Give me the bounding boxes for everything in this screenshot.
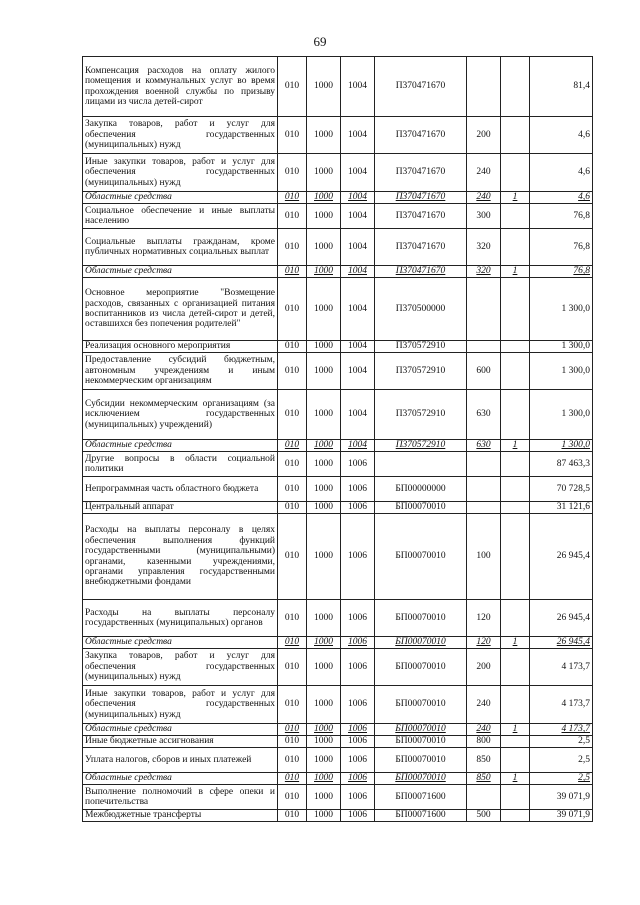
amount: 70 728,5	[530, 477, 593, 502]
amount: 87 463,3	[530, 452, 593, 477]
subsection-code: 1006	[341, 810, 375, 822]
section-code: 1000	[307, 514, 341, 600]
row-name: Расходы на выплаты персоналу в целях обеспечения выполнения функций государственными (муниципальными) органами, казенными учреждениями, органами управления государственными внебюджетными фондами	[83, 514, 278, 600]
section-code: 1000	[307, 637, 341, 649]
funding-source-code: 1	[501, 773, 530, 785]
subsection-code: 1006	[341, 637, 375, 649]
amount: 31 121,6	[530, 502, 593, 514]
subsection-code: 1006	[341, 748, 375, 773]
row-name: Закупка товаров, работ и услуг для обеспечения государственных (муниципальных) нужд	[83, 649, 278, 686]
amount: 1 300,0	[530, 341, 593, 353]
amount: 76,8	[530, 204, 593, 229]
row-name: Центральный аппарат	[83, 502, 278, 514]
funding-source-code	[501, 154, 530, 192]
target-article-code: БП00000000	[375, 477, 467, 502]
row-name: Областные средства	[83, 440, 278, 452]
section-code: 1000	[307, 649, 341, 686]
expense-type-code: 300	[467, 204, 501, 229]
target-article-code: П370572910	[375, 390, 467, 440]
subsection-code: 1004	[341, 204, 375, 229]
dept-code: 010	[278, 440, 307, 452]
dept-code: 010	[278, 785, 307, 810]
expense-type-code: 120	[467, 600, 501, 637]
amount: 4,6	[530, 192, 593, 204]
funding-source-code	[501, 353, 530, 390]
target-article-code: БП00070010	[375, 502, 467, 514]
dept-code: 010	[278, 600, 307, 637]
target-article-code: БП00070010	[375, 736, 467, 748]
amount: 1 300,0	[530, 278, 593, 341]
row-name: Уплата налогов, сборов и иных платежей	[83, 748, 278, 773]
row-name: Реализация основного мероприятия	[83, 341, 278, 353]
table-row	[83, 353, 593, 390]
target-article-code: П370572910	[375, 353, 467, 390]
section-code: 1000	[307, 724, 341, 736]
funding-source-code: 1	[501, 724, 530, 736]
section-code: 1000	[307, 229, 341, 266]
amount: 1 300,0	[530, 440, 593, 452]
section-code: 1000	[307, 600, 341, 637]
funding-source-code	[501, 736, 530, 748]
amount: 26 945,4	[530, 600, 593, 637]
target-article-code: П370500000	[375, 278, 467, 341]
funding-source-code	[501, 600, 530, 637]
table-row	[83, 502, 593, 514]
funding-source-code	[501, 229, 530, 266]
row-name: Иные закупки товаров, работ и услуг для обеспечения государственных (муниципальных) нужд	[83, 154, 278, 192]
target-article-code: БП00070010	[375, 773, 467, 785]
expense-type-code	[467, 278, 501, 341]
dept-code: 010	[278, 736, 307, 748]
dept-code: 010	[278, 637, 307, 649]
subsection-code: 1004	[341, 390, 375, 440]
row-name: Выполнение полномочий в сфере опеки и попечительства	[83, 785, 278, 810]
funding-source-code	[501, 341, 530, 353]
target-article-code	[375, 452, 467, 477]
funding-source-code	[501, 686, 530, 724]
expense-type-code: 850	[467, 773, 501, 785]
table-row	[83, 390, 593, 440]
subsection-code: 1006	[341, 502, 375, 514]
expense-type-code: 240	[467, 686, 501, 724]
row-name: Закупка товаров, работ и услуг для обеспечения государственных (муниципальных) нужд	[83, 117, 278, 154]
dept-code: 010	[278, 477, 307, 502]
row-name: Областные средства	[83, 637, 278, 649]
expense-type-code	[467, 57, 501, 117]
dept-code: 010	[278, 192, 307, 204]
row-name: Предоставление субсидий бюджетным, автономным учреждениям и иным некоммерческим организациям	[83, 353, 278, 390]
amount: 4,6	[530, 117, 593, 154]
funding-source-code	[501, 810, 530, 822]
amount: 2,5	[530, 736, 593, 748]
subsection-code: 1006	[341, 452, 375, 477]
funding-source-code	[501, 514, 530, 600]
expense-type-code	[467, 477, 501, 502]
target-article-code: П370471670	[375, 266, 467, 278]
amount: 1 300,0	[530, 353, 593, 390]
funding-source-code	[501, 390, 530, 440]
funding-source-code	[501, 502, 530, 514]
table-row-regional-funds	[83, 724, 593, 736]
funding-source-code	[501, 57, 530, 117]
expense-type-code	[467, 502, 501, 514]
table-row	[83, 649, 593, 686]
expense-type-code: 630	[467, 440, 501, 452]
section-code: 1000	[307, 57, 341, 117]
target-article-code: БП00070010	[375, 724, 467, 736]
expense-type-code: 120	[467, 637, 501, 649]
table-row	[83, 686, 593, 724]
row-name: Расходы на выплаты персоналу государственных (муниципальных) органов	[83, 600, 278, 637]
subsection-code: 1006	[341, 477, 375, 502]
table-row	[83, 514, 593, 600]
table-row	[83, 204, 593, 229]
row-name: Областные средства	[83, 773, 278, 785]
target-article-code: БП00070010	[375, 686, 467, 724]
section-code: 1000	[307, 748, 341, 773]
table-row	[83, 785, 593, 810]
funding-source-code	[501, 785, 530, 810]
dept-code: 010	[278, 353, 307, 390]
amount: 76,8	[530, 229, 593, 266]
funding-source-code	[501, 278, 530, 341]
expense-type-code: 200	[467, 649, 501, 686]
subsection-code: 1006	[341, 785, 375, 810]
table-row-regional-funds	[83, 773, 593, 785]
table-row	[83, 452, 593, 477]
target-article-code: БП00070010	[375, 649, 467, 686]
amount: 2,5	[530, 773, 593, 785]
target-article-code: БП00070010	[375, 748, 467, 773]
expense-type-code: 240	[467, 154, 501, 192]
table-row	[83, 341, 593, 353]
section-code: 1000	[307, 502, 341, 514]
expense-type-code: 240	[467, 724, 501, 736]
dept-code: 010	[278, 452, 307, 477]
subsection-code: 1006	[341, 514, 375, 600]
amount: 4 173,7	[530, 724, 593, 736]
section-code: 1000	[307, 192, 341, 204]
section-code: 1000	[307, 785, 341, 810]
target-article-code: П370471670	[375, 204, 467, 229]
subsection-code: 1006	[341, 649, 375, 686]
amount: 4 173,7	[530, 686, 593, 724]
dept-code: 010	[278, 229, 307, 266]
target-article-code: П370471670	[375, 192, 467, 204]
dept-code: 010	[278, 204, 307, 229]
target-article-code: БП00071600	[375, 810, 467, 822]
target-article-code: БП00070010	[375, 600, 467, 637]
funding-source-code: 1	[501, 192, 530, 204]
budget-table	[82, 56, 593, 822]
target-article-code: БП00071600	[375, 785, 467, 810]
funding-source-code	[501, 748, 530, 773]
subsection-code: 1006	[341, 686, 375, 724]
row-name: Основное мероприятие "Возмещение расходов, связанных с организацией питания воспитанников из числа детей-сирот и детей, оставшихся без попечения родителей"	[83, 278, 278, 341]
dept-code: 010	[278, 278, 307, 341]
row-name: Социальное обеспечение и иные выплаты населению	[83, 204, 278, 229]
amount: 26 945,4	[530, 514, 593, 600]
subsection-code: 1006	[341, 600, 375, 637]
table-row	[83, 477, 593, 502]
funding-source-code: 1	[501, 637, 530, 649]
funding-source-code	[501, 452, 530, 477]
subsection-code: 1004	[341, 353, 375, 390]
target-article-code: БП00070010	[375, 637, 467, 649]
table-row	[83, 229, 593, 266]
page-number: 69	[313, 34, 327, 49]
target-article-code: П370471670	[375, 57, 467, 117]
dept-code: 010	[278, 686, 307, 724]
expense-type-code	[467, 341, 501, 353]
expense-type-code: 320	[467, 266, 501, 278]
row-name: Другие вопросы в области социальной политики	[83, 452, 278, 477]
section-code: 1000	[307, 773, 341, 785]
target-article-code: БП00070010	[375, 514, 467, 600]
expense-type-code	[467, 785, 501, 810]
table-row	[83, 810, 593, 822]
dept-code: 010	[278, 266, 307, 278]
table-row	[83, 57, 593, 117]
dept-code: 010	[278, 748, 307, 773]
amount: 81,4	[530, 57, 593, 117]
amount: 26 945,4	[530, 637, 593, 649]
section-code: 1000	[307, 266, 341, 278]
expense-type-code: 850	[467, 748, 501, 773]
section-code: 1000	[307, 452, 341, 477]
section-code: 1000	[307, 390, 341, 440]
funding-source-code: 1	[501, 440, 530, 452]
amount: 4 173,7	[530, 649, 593, 686]
target-article-code: П370572910	[375, 440, 467, 452]
dept-code: 010	[278, 773, 307, 785]
target-article-code: П370471670	[375, 229, 467, 266]
amount: 2,5	[530, 748, 593, 773]
subsection-code: 1004	[341, 341, 375, 353]
row-name: Межбюджетные трансферты	[83, 810, 278, 822]
table-row-regional-funds	[83, 192, 593, 204]
subsection-code: 1006	[341, 736, 375, 748]
row-name: Областные средства	[83, 724, 278, 736]
row-name: Областные средства	[83, 266, 278, 278]
dept-code: 010	[278, 649, 307, 686]
expense-type-code: 500	[467, 810, 501, 822]
row-name: Субсидии некоммерческим организациям (за исключением государственных (муниципальных) учреждений)	[83, 390, 278, 440]
funding-source-code: 1	[501, 266, 530, 278]
subsection-code: 1004	[341, 266, 375, 278]
expense-type-code: 630	[467, 390, 501, 440]
table-row-regional-funds	[83, 266, 593, 278]
section-code: 1000	[307, 810, 341, 822]
table-row	[83, 748, 593, 773]
amount: 76,8	[530, 266, 593, 278]
section-code: 1000	[307, 440, 341, 452]
dept-code: 010	[278, 57, 307, 117]
funding-source-code	[501, 204, 530, 229]
expense-type-code: 200	[467, 117, 501, 154]
subsection-code: 1004	[341, 229, 375, 266]
subsection-code: 1004	[341, 117, 375, 154]
section-code: 1000	[307, 736, 341, 748]
dept-code: 010	[278, 341, 307, 353]
subsection-code: 1004	[341, 440, 375, 452]
funding-source-code	[501, 649, 530, 686]
expense-type-code: 600	[467, 353, 501, 390]
table-row-regional-funds	[83, 637, 593, 649]
section-code: 1000	[307, 686, 341, 724]
dept-code: 010	[278, 502, 307, 514]
dept-code: 010	[278, 154, 307, 192]
target-article-code: П370471670	[375, 154, 467, 192]
section-code: 1000	[307, 477, 341, 502]
dept-code: 010	[278, 117, 307, 154]
amount: 1 300,0	[530, 390, 593, 440]
row-name: Непрограммная часть областного бюджета	[83, 477, 278, 502]
row-name: Иные закупки товаров, работ и услуг для обеспечения государственных (муниципальных) нужд	[83, 686, 278, 724]
section-code: 1000	[307, 341, 341, 353]
dept-code: 010	[278, 390, 307, 440]
funding-source-code	[501, 477, 530, 502]
amount: 4,6	[530, 154, 593, 192]
expense-type-code: 240	[467, 192, 501, 204]
amount: 39 071,9	[530, 785, 593, 810]
dept-code: 010	[278, 514, 307, 600]
section-code: 1000	[307, 204, 341, 229]
row-name: Компенсация расходов на оплату жилого помещения и коммунальных услуг во время прохождения военной службы по призыву лицами из числа детей-сирот	[83, 57, 278, 117]
amount: 39 071,9	[530, 810, 593, 822]
expense-type-code: 320	[467, 229, 501, 266]
subsection-code: 1004	[341, 278, 375, 341]
section-code: 1000	[307, 117, 341, 154]
subsection-code: 1004	[341, 192, 375, 204]
subsection-code: 1004	[341, 154, 375, 192]
row-name: Областные средства	[83, 192, 278, 204]
expense-type-code: 800	[467, 736, 501, 748]
dept-code: 010	[278, 724, 307, 736]
target-article-code: П370471670	[375, 117, 467, 154]
subsection-code: 1006	[341, 773, 375, 785]
expense-type-code	[467, 452, 501, 477]
row-name: Социальные выплаты гражданам, кроме публичных нормативных социальных выплат	[83, 229, 278, 266]
funding-source-code	[501, 117, 530, 154]
dept-code: 010	[278, 810, 307, 822]
subsection-code: 1004	[341, 57, 375, 117]
subsection-code: 1006	[341, 724, 375, 736]
section-code: 1000	[307, 154, 341, 192]
table-row	[83, 278, 593, 341]
table-row	[83, 600, 593, 637]
table-row	[83, 736, 593, 748]
table-row	[83, 154, 593, 192]
row-name: Иные бюджетные ассигнования	[83, 736, 278, 748]
section-code: 1000	[307, 278, 341, 341]
table-row	[83, 117, 593, 154]
target-article-code: П370572910	[375, 341, 467, 353]
section-code: 1000	[307, 353, 341, 390]
table-row-regional-funds	[83, 440, 593, 452]
expense-type-code: 100	[467, 514, 501, 600]
